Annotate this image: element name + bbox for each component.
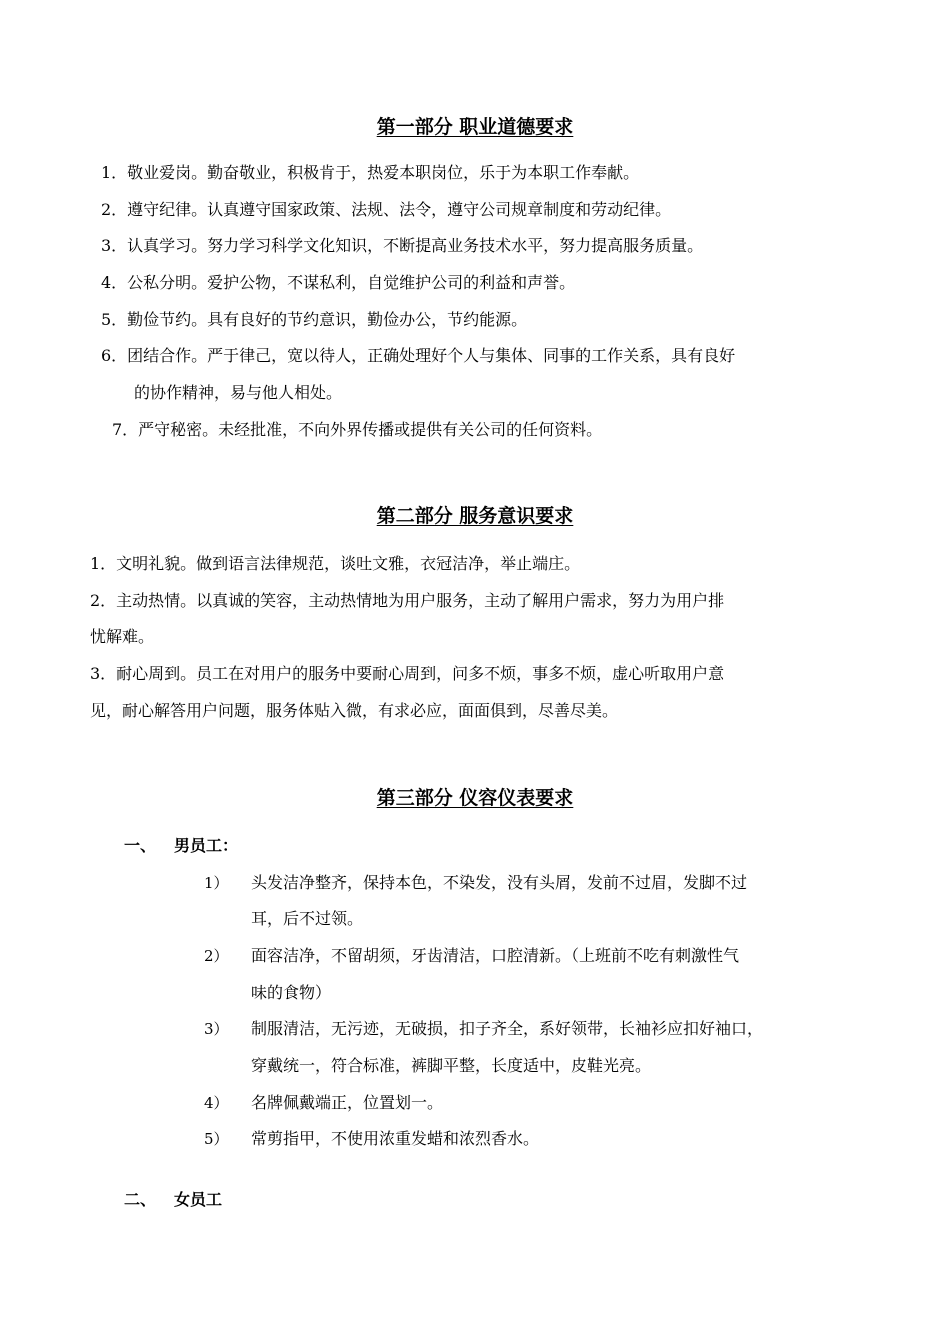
male-staff-number: 一、 — [124, 836, 157, 855]
part1-item: 2．遵守纪律。认真遵守国家政策、法规、法令，遵守公司规章制度和劳动纪律。 — [101, 200, 672, 219]
part2-line: 1．文明礼貌。做到语言法律规范，谈吐文雅，衣冠洁净，举止端庄。 — [90, 554, 581, 573]
part2-line: 见，耐心解答用户问题，服务体贴入微，有求必应，面面俱到，尽善尽美。 — [90, 701, 619, 720]
part1-item: 6．团结合作。严于律己，宽以待人，正确处理好个人与集体、同事的工作关系，具有良好 — [101, 346, 736, 365]
part1-item: 4．公私分明。爱护公物，不谋私利，自觉维护公司的利益和声誉。 — [101, 273, 576, 292]
male-item-number: 5） — [204, 1130, 229, 1148]
male-item-number: 2） — [204, 947, 229, 965]
male-item-number: 3） — [204, 1020, 229, 1038]
part1-item: 3．认真学习。努力学习科学文化知识，不断提高业务技术水平，努力提高服务质量。 — [101, 236, 704, 255]
male-item-text: 耳，后不过领。 — [251, 909, 364, 928]
male-item-text: 面容洁净，不留胡须，牙齿清洁，口腔清新。（上班前不吃有刺激性气 — [251, 946, 740, 965]
part1-item: 7．严守秘密。未经批准，不向外界传播或提供有关公司的任何资料。 — [112, 420, 603, 439]
male-item-text: 制服清洁，无污迹，无破损，扣子齐全，系好领带，长袖衫应扣好袖口， — [251, 1019, 764, 1038]
female-staff-label: 女员工 — [174, 1190, 223, 1209]
male-item-text: 味的食物） — [251, 983, 332, 1002]
female-staff-number: 二、 — [124, 1190, 157, 1209]
part3-title: 第三部分 仪容仪表要求 — [376, 787, 574, 809]
part2-line: 2．主动热情。以真诚的笑容，主动热情地为用户服务，主动了解用户需求，努力为用户排 — [90, 591, 725, 610]
male-staff-label: 男员工： — [174, 836, 239, 855]
part2-title: 第二部分 服务意识要求 — [376, 505, 574, 527]
male-item-text: 头发洁净整齐，保持本色，不染发，没有头屑，发前不过眉，发脚不过 — [251, 873, 748, 892]
part1-item: 5．勤俭节约。具有良好的节约意识，勤俭办公，节约能源。 — [101, 310, 528, 329]
part1-title: 第一部分 职业道德要求 — [376, 116, 574, 138]
female-staff-heading — [124, 1189, 222, 1211]
male-staff-heading — [124, 835, 238, 857]
male-item-text: 穿戴统一，符合标准，裤脚平整，长度适中，皮鞋光亮。 — [251, 1056, 652, 1075]
male-item-number: 4） — [204, 1094, 229, 1112]
male-item-text: 名牌佩戴端正，位置划一。 — [251, 1093, 444, 1112]
part2-line: 3．耐心周到。员工在对用户的服务中要耐心周到，问多不烦，事多不烦，虚心听取用户意 — [90, 664, 725, 683]
male-item-number: 1） — [204, 874, 229, 892]
part2-line: 忧解难。 — [90, 627, 155, 646]
part1-item: 1．敬业爱岗。勤奋敬业，积极肯于，热爱本职岗位，乐于为本职工作奉献。 — [101, 163, 640, 182]
male-item-text: 常剪指甲，不使用浓重发蜡和浓烈香水。 — [251, 1129, 540, 1148]
part1-item-continuation: 的协作精神，易与他人相处。 — [134, 383, 343, 402]
